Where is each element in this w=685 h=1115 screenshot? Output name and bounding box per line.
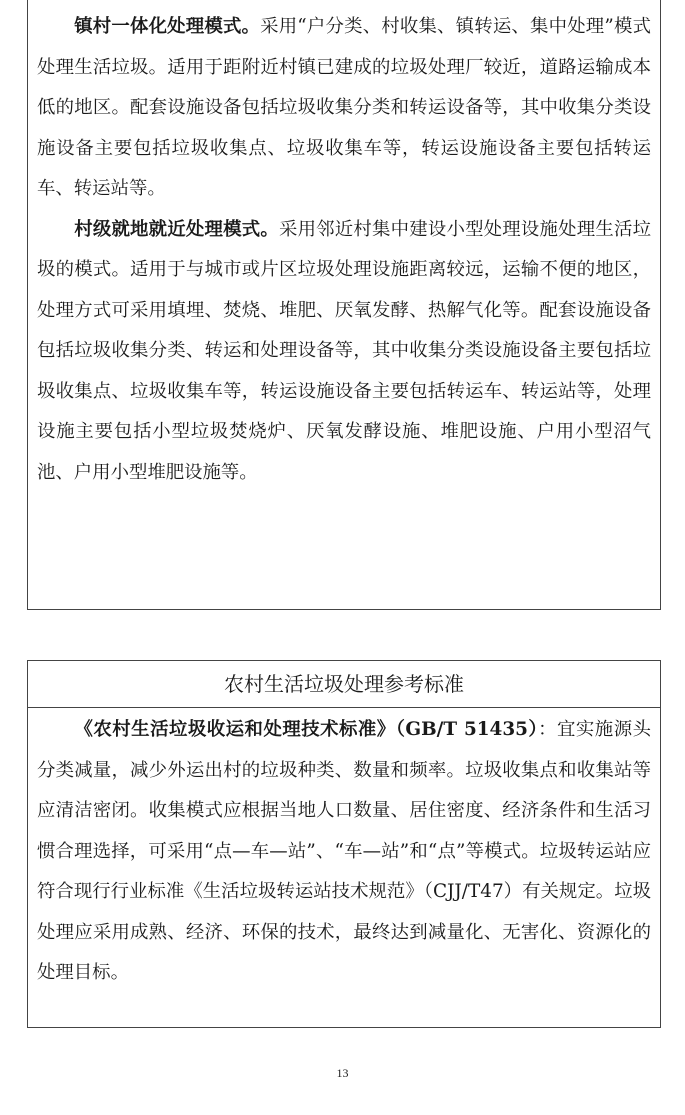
paragraph-text: 采用“户分类、村收集、镇转运、集中处理”模式处理生活垃圾。适用于距附近村镇已建成的垃圾处理厂较近，道路运输成本低的地区。配套设施设备包括垃圾收集分类和转运设备等，其中收集分类设施设备主要包括垃圾收集点、垃圾收集车等，转运设施设备主要包括转运车、转运站等。	[37, 16, 651, 199]
text-box-reference-standards	[27, 660, 661, 1028]
paragraph-standard	[37, 710, 651, 994]
page-number: 13	[336, 1066, 349, 1080]
paragraph-text: ：宜实施源头分类减量，减少外运出村的垃圾种类、数量和频率。垃圾收集点和收集站等应清洁密闭。收集模式应根据当地人口数量、居住密度、经济条件和生活习惯合理选择，可采用“点—车—站”、“车—站”和“点”等模式。垃圾转运站应符合现行行业标准《生活垃圾转运站技术规范》（CJJ/T47）有关规定。垃圾处理应采用成熟、经济、环保的技术，最终达到减量化、无害化、资源化的处理目标。	[37, 719, 651, 983]
paragraph-text: 采用邻近村集中建设小型处理设施处理生活垃圾的模式。适用于与城市或片区垃圾处理设施距离较远，运输不便的地区，处理方式可采用填埋、焚烧、堆肥、厌氧发酵、热解气化等。配套设施设备包括垃圾收集分类、转运和处理设备等，其中收集分类设施设备主要包括垃圾收集点、垃圾收集车等，转运设施设备主要包括转运车、转运站等，处理设施主要包括小型垃圾焚烧炉、厌氧发酵设施、堆肥设施、户用小型沼气池、户用小型堆肥设施等。	[37, 218, 651, 483]
box-title: 农村生活垃圾处理参考标准	[28, 661, 660, 708]
paragraph-lead: 村级就地就近处理模式。	[74, 218, 279, 240]
paragraph-lead: 《农村生活垃圾收运和处理技术标准》（GB/T 51435）	[74, 719, 539, 740]
box-body	[28, 708, 660, 994]
paragraph-village-local-mode	[37, 210, 651, 494]
box-body	[28, 0, 660, 493]
paragraph-lead: 镇村一体化处理模式。	[74, 16, 261, 37]
text-box-processing-modes	[27, 0, 661, 610]
paragraph-town-village-mode	[37, 7, 651, 210]
